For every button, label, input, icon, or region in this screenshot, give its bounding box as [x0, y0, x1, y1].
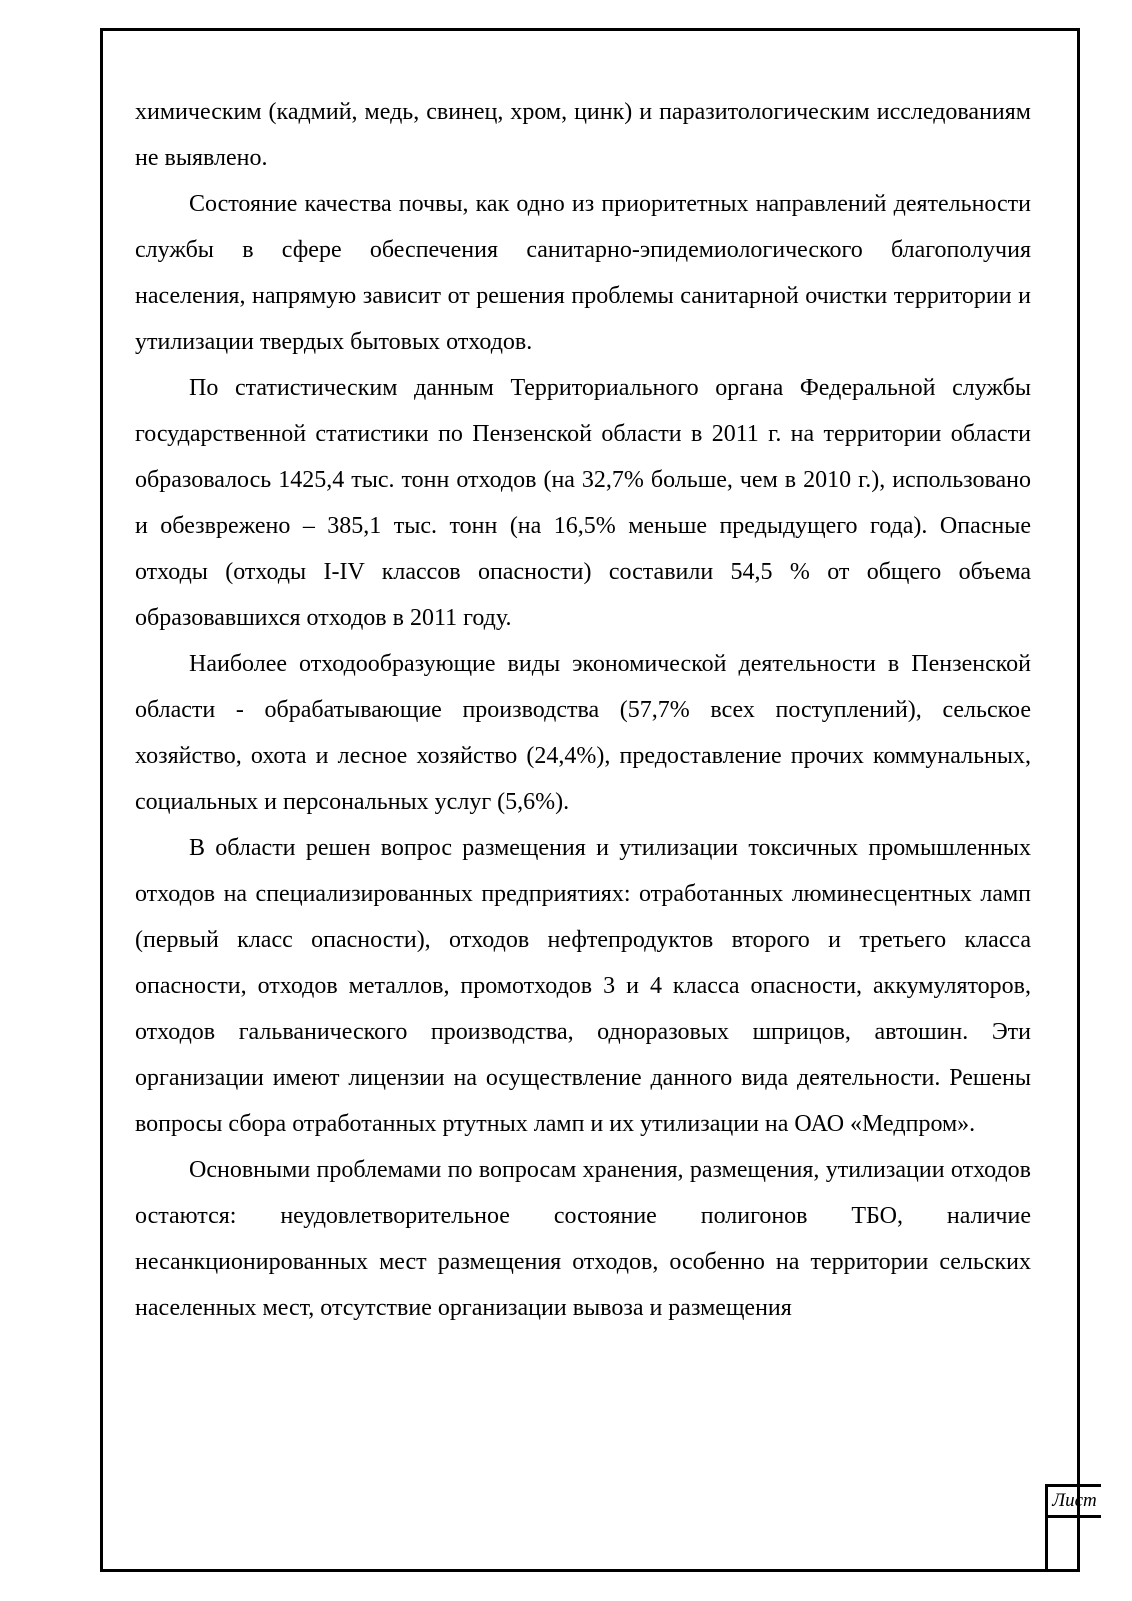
sheet-number-stamp	[1045, 1484, 1101, 1569]
paragraph-continuation: химическим (кадмий, медь, свинец, хром, цинк) и паразитологическим исследованиям не выявлено.	[135, 99, 1031, 171]
document-body	[135, 89, 1031, 1331]
sheet-label: Лист	[1048, 1487, 1101, 1518]
sheet-number	[1048, 1518, 1101, 1570]
paragraph-soil-quality: Состояние качества почвы, как одно из приоритетных направлений деятельности службы в сфере обеспечения санитарно-эпидемиологического благополучия населения, напрямую зависит от решения проблемы санитарной очистки территории и утилизации твердых бытовых отходов.	[135, 191, 1031, 355]
paragraph-statistics: По статистическим данным Территориального органа Федеральной службы государственной статистики по Пензенской области в 2011 г. на территории области образовалось 1425,4 тыс. тонн отходов (на 32,7% больше, чем в 2010 г.), использовано и обезврежено – 385,1 тыс. тонн (на 16,5% меньше предыдущего года). Опасные отходы (отходы I-IV классов опасности) составили 54,5 % от общего объема образовавшихся отходов в 2011 году.	[135, 375, 1031, 631]
paragraph-main-problems: Основными проблемами по вопросам хранения, размещения, утилизации отходов остаются: неудовлетворительное состояние полигонов ТБО, наличие несанкционированных мест размещения отходов, особенно на территории сельских населенных мест, отсутствие организации вывоза и размещения	[135, 1157, 1031, 1321]
paragraph-waste-activities: Наиболее отходообразующие виды экономической деятельности в Пензенской области - обрабатывающие производства (57,7% всех поступлений), сельское хозяйство, охота и лесное хозяйство (24,4%), предоставление прочих коммунальных, социальных и персональных услуг (5,6%).	[135, 651, 1031, 815]
paragraph-toxic-waste: В области решен вопрос размещения и утилизации токсичных промышленных отходов на специализированных предприятиях: отработанных люминесцентных ламп (первый класс опасности), отходов нефтепродуктов второго и третьего класса опасности, отходов металлов, промотходов 3 и 4 класса опасности, аккумуляторов, отходов гальванического производства, одноразовых шприцов, автошин. Эти организации имеют лицензии на осуществление данного вида деятельности. Решены вопросы сбора отработанных ртутных ламп и их утилизации на ОАО «Медпром».	[135, 835, 1031, 1137]
